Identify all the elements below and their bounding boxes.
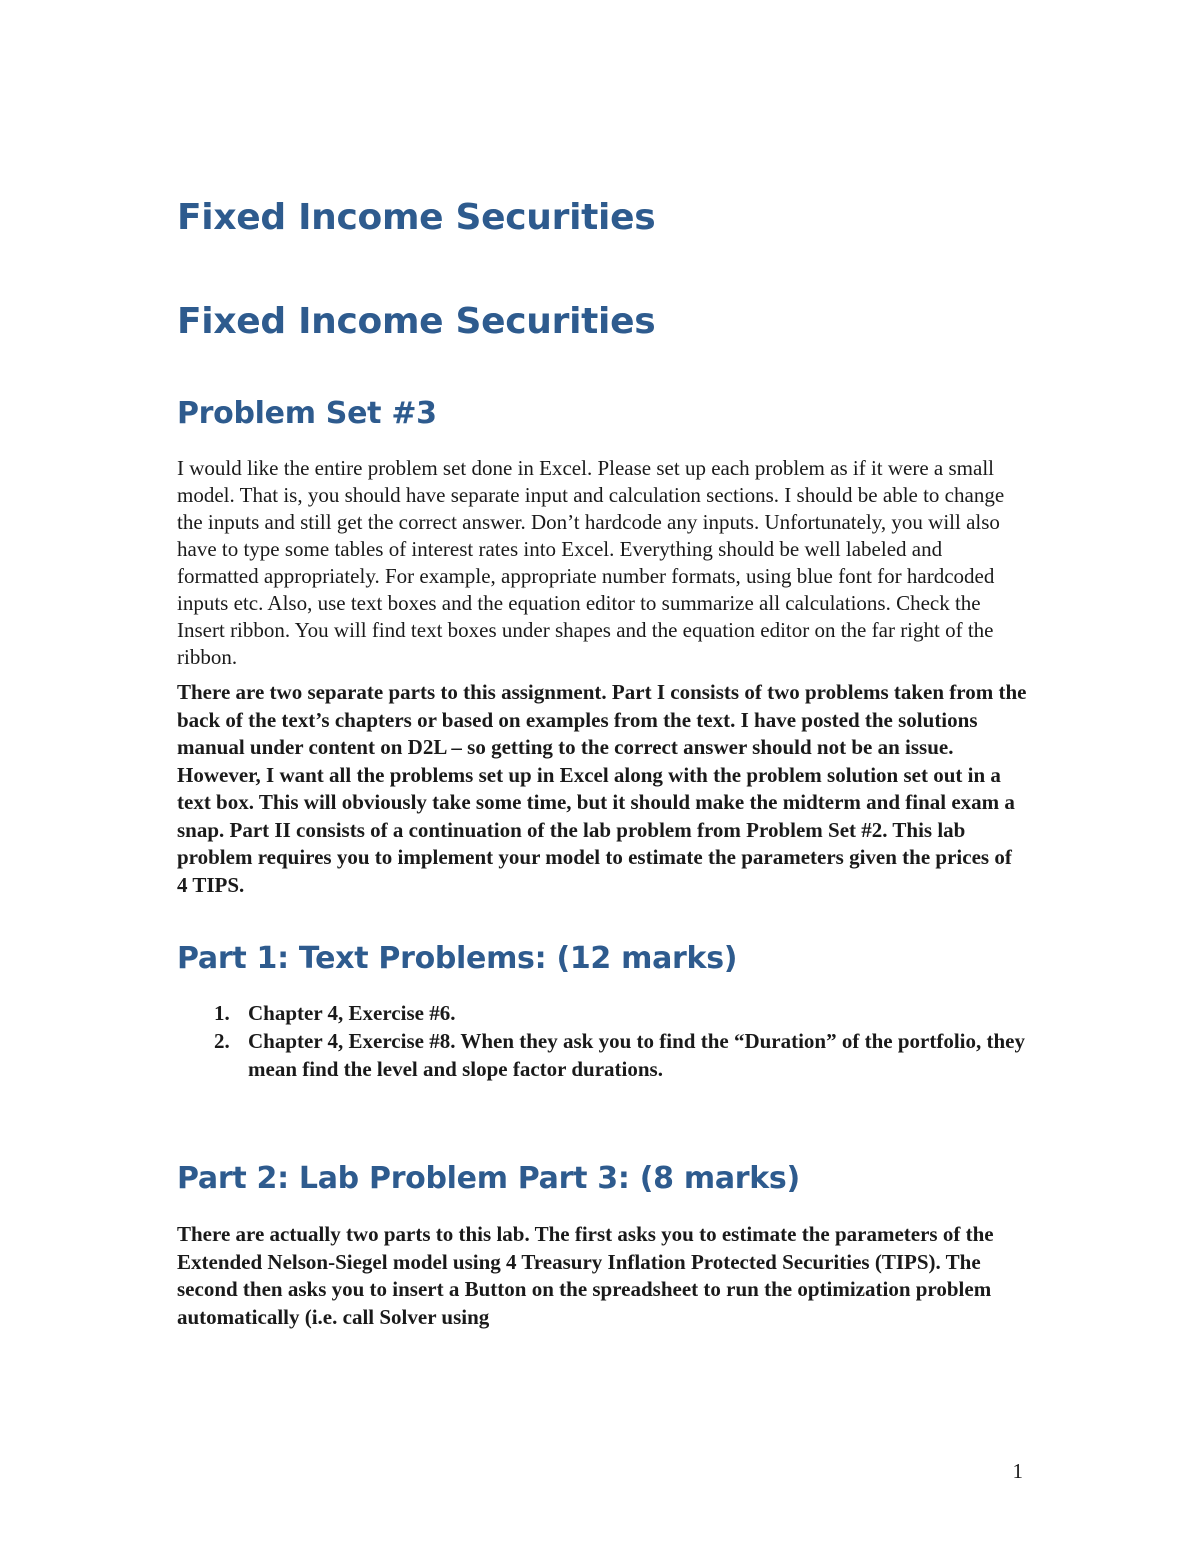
document-body <box>177 190 1027 1331</box>
problem-set-heading: Problem Set #3 <box>177 396 437 431</box>
part1-heading: Part 1: Text Problems: (12 marks) <box>177 941 738 976</box>
intro-paragraph: I would like the entire problem set done in Excel. Please set up each problem as if it were a small model. That is, you should have separate input and calculation sections. I should be able to change the inputs and still get the correct answer. Don’t hardcode any inputs. Unfortunately, you will also have to type some tables of interest rates into Excel. Everything should be well labeled and formatted appropriately. For example, appropriate number formats, using blue font for hardcoded inputs etc. Also, use text boxes and the equation editor to summarize all calculations. Check the Insert ribbon. You will find text boxes under shapes and the equation editor on the far right of the ribbon. <box>177 456 1005 669</box>
parts-paragraph: There are two separate parts to this assignment. Part I consists of two problems taken from the back of the text’s chapters or based on examples from the text. I have posted the solutions manual under content on D2L – so getting to the correct answer should not be an issue. However, I want all the problems set up in Excel along with the problem solution set out in a text box. This will obviously take some time, but it should make the midterm and final exam a snap. Part II consists of a continuation of the lab problem from Problem Set #2. This lab problem requires you to implement your model to estimate the parameters given the prices of 4 TIPS. <box>177 680 1027 897</box>
document-title: Fixed Income Securities <box>177 197 656 238</box>
list-item-number: 2. <box>214 1029 230 1053</box>
list-item-text: Chapter 4, Exercise #6. <box>248 1001 456 1025</box>
part2-heading: Part 2: Lab Problem Part 3: (8 marks) <box>177 1161 800 1196</box>
list-item-number: 1. <box>214 1001 230 1025</box>
page-number: 1 <box>1012 1459 1023 1483</box>
document-title-repeat: Fixed Income Securities <box>177 301 656 342</box>
list-item-text: Chapter 4, Exercise #8. When they ask you to find the “Duration” of the portfolio, they mean find the level and slope factor durations. <box>248 1029 1025 1081</box>
lab-paragraph: There are actually two parts to this lab. The first asks you to estimate the parameters of the Extended Nelson-Siegel model using 4 Treasury Inflation Protected Securities (TIPS). The second then asks you to insert a Button on the spreadsheet to run the optimization problem automatically (i.e. call Solver using <box>177 1222 994 1329</box>
list-item <box>177 1027 1027 1083</box>
list-item <box>177 999 1027 1027</box>
part1-problem-list <box>177 999 1027 1083</box>
